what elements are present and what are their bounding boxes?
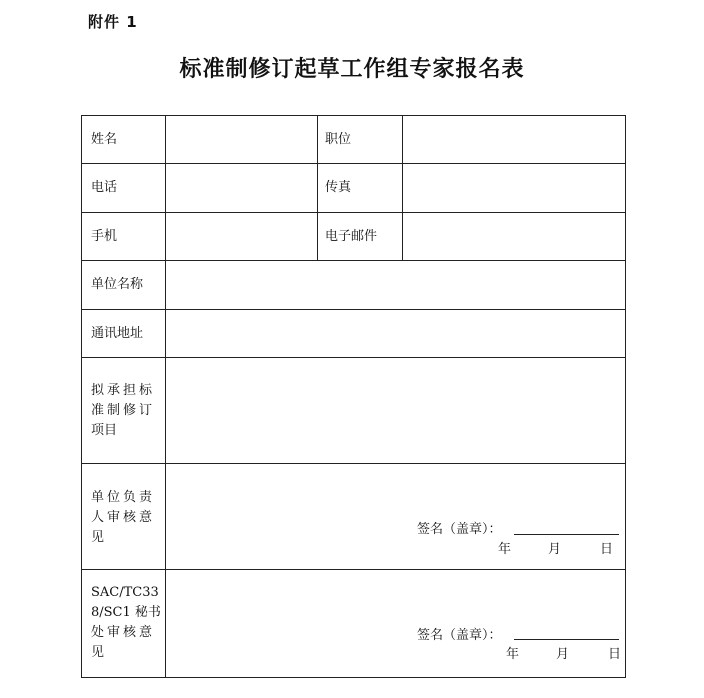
secretariat-review-label-line2: 8/SC1 秘书 [91,605,161,620]
organization-label: 单位名称 [91,277,144,292]
unit-review-label-line2: 人审核意 [91,510,156,525]
unit-signature-label: 签名（盖章）： [417,522,502,537]
unit-signature-line[interactable] [514,534,619,535]
mobile-field[interactable] [167,214,316,259]
secretariat-review-label-line4: 见 [91,645,105,660]
unit-date-year: 年 [498,542,512,557]
secretariat-review-label-line3: 处审核意 [91,625,156,640]
organization-field[interactable] [167,262,624,308]
name-label: 姓名 [91,132,118,147]
fax-field[interactable] [404,165,624,211]
secretariat-date-year: 年 [506,647,520,662]
row-divider [82,212,625,213]
column-divider [165,116,166,677]
project-label-line3: 项目 [91,423,118,438]
row-divider [82,357,625,358]
row-divider [82,309,625,310]
secretariat-review-label-line1: SAC/TC33 [91,585,159,600]
position-label: 职位 [325,132,352,147]
row-divider [82,260,625,261]
secretariat-date-day: 日 [608,647,622,662]
secretariat-date [506,643,626,661]
phone-field[interactable] [167,165,316,211]
project-field[interactable] [167,359,624,462]
fax-label: 传真 [325,180,352,195]
name-field[interactable] [167,117,316,162]
column-divider [317,116,318,260]
address-field[interactable] [167,311,624,356]
mobile-label: 手机 [91,229,118,244]
secretariat-signature-label: 签名（盖章）： [417,628,502,643]
email-label: 电子邮件 [325,229,378,244]
unit-date [498,538,618,556]
phone-label: 电话 [91,180,118,195]
row-divider [82,163,625,164]
secretariat-date-month: 月 [556,647,570,662]
email-field[interactable] [404,214,624,259]
unit-date-day: 日 [600,542,614,557]
unit-review-label-line1: 单位负责 [91,490,156,505]
row-divider [82,569,625,570]
form-title: 标准制修订起草工作组专家报名表 [179,56,525,82]
column-divider [402,116,403,260]
row-divider [82,463,625,464]
position-field[interactable] [404,117,624,162]
project-label-line2: 准制修订 [91,403,156,418]
registration-form-table [81,115,626,678]
unit-review-label-line3: 见 [91,530,105,545]
unit-date-month: 月 [548,542,562,557]
secretariat-signature-line[interactable] [514,639,619,640]
project-label-line1: 拟承担标 [91,383,156,398]
address-label: 通讯地址 [91,326,144,341]
attachment-label: 附件 1 [88,13,138,31]
